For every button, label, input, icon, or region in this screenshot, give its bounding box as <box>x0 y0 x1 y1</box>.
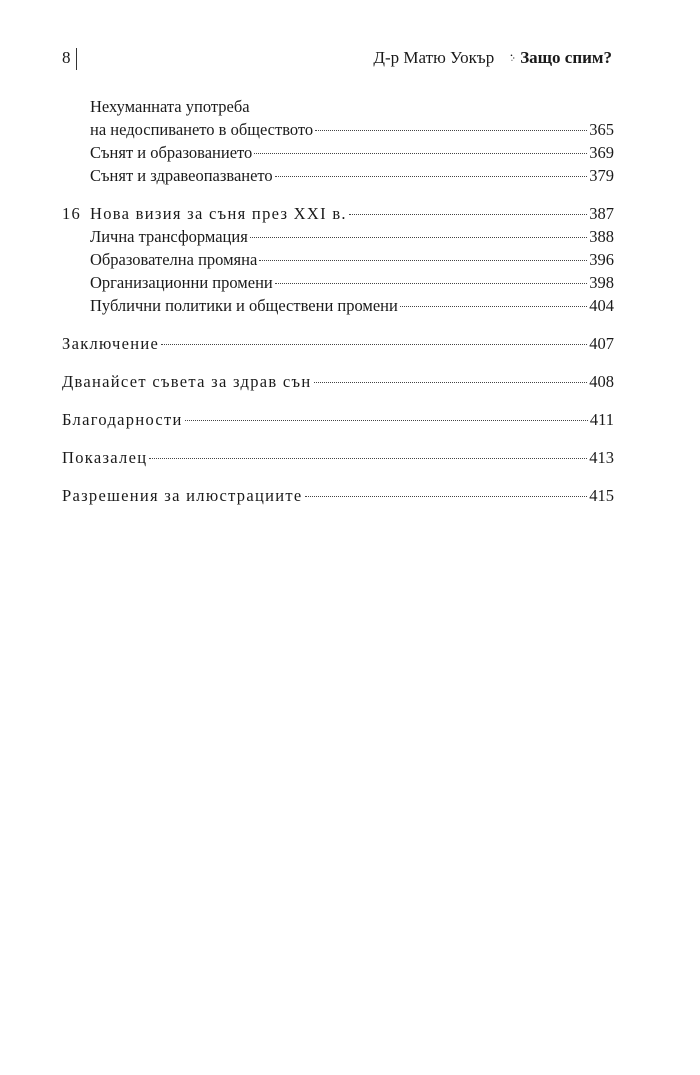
page-number-divider <box>76 48 77 70</box>
toc-back-matter-entry <box>62 408 614 431</box>
table-of-contents <box>62 95 614 507</box>
toc-page: 365 <box>589 120 614 139</box>
toc-chapter-entry <box>62 202 614 225</box>
chapter-number: 16 <box>62 204 82 223</box>
toc-page: 411 <box>589 410 614 429</box>
dot-leader <box>250 236 587 238</box>
toc-label: Сънят и здравеопазването <box>90 166 273 185</box>
toc-entry <box>90 141 614 164</box>
dot-leader <box>275 282 588 284</box>
toc-label: Лична трансформация <box>90 227 248 246</box>
toc-entry <box>90 164 614 187</box>
moon-stars-icon <box>498 49 516 67</box>
toc-back-matter-entry <box>62 332 614 355</box>
toc-entry <box>90 294 614 317</box>
toc-label: Публични политики и обществени промени <box>90 296 398 315</box>
dot-leader <box>400 305 587 307</box>
toc-page: 415 <box>589 486 614 505</box>
toc-label: Показалец <box>62 448 148 467</box>
toc-label: Нехуманната употреба <box>90 97 250 116</box>
dot-leader <box>349 213 587 215</box>
chapter-title: Нова визия за съня през XXI в. <box>90 204 347 223</box>
dot-leader <box>254 152 587 154</box>
book-title: Защо спим? <box>520 48 612 67</box>
toc-page: 396 <box>589 250 614 269</box>
toc-page: 388 <box>589 227 614 246</box>
dot-leader <box>275 175 588 177</box>
dot-leader <box>259 259 587 261</box>
toc-entry <box>90 118 614 141</box>
toc-entry <box>90 248 614 271</box>
dot-leader <box>305 495 588 497</box>
toc-page: 413 <box>589 448 614 467</box>
toc-back-matter-entry <box>62 484 614 507</box>
dot-leader <box>185 419 588 421</box>
toc-page: 407 <box>589 334 614 353</box>
toc-entry <box>90 271 614 294</box>
page-number: 8 <box>62 48 71 67</box>
toc-label: Заключение <box>62 334 160 353</box>
toc-page: 369 <box>589 143 614 162</box>
dot-leader <box>315 129 587 131</box>
toc-page: 387 <box>589 204 614 223</box>
running-head <box>373 48 612 68</box>
dot-leader <box>314 381 588 383</box>
dot-leader <box>149 457 587 459</box>
author-name: Д-р Матю Уокър <box>373 48 495 67</box>
toc-label: Благодарности <box>62 410 183 429</box>
toc-page: 379 <box>589 166 614 185</box>
toc-page: 398 <box>589 273 614 292</box>
toc-entry <box>90 225 614 248</box>
toc-page: 408 <box>589 372 614 391</box>
toc-entry <box>90 95 614 118</box>
running-header <box>62 48 612 72</box>
toc-label: Дванайсет съвета за здрав сън <box>62 372 312 391</box>
toc-label: Разрешения за илюстрациите <box>62 486 303 505</box>
dot-leader <box>161 343 587 345</box>
toc-label: Организационни промени <box>90 273 273 292</box>
toc-back-matter-entry <box>62 446 614 469</box>
toc-label: на недоспиването в обществото <box>90 120 314 139</box>
toc-label: Образователна промяна <box>90 250 258 269</box>
toc-back-matter-entry <box>62 370 614 393</box>
toc-page: 404 <box>589 296 614 315</box>
toc-label: Сънят и образованието <box>90 143 253 162</box>
